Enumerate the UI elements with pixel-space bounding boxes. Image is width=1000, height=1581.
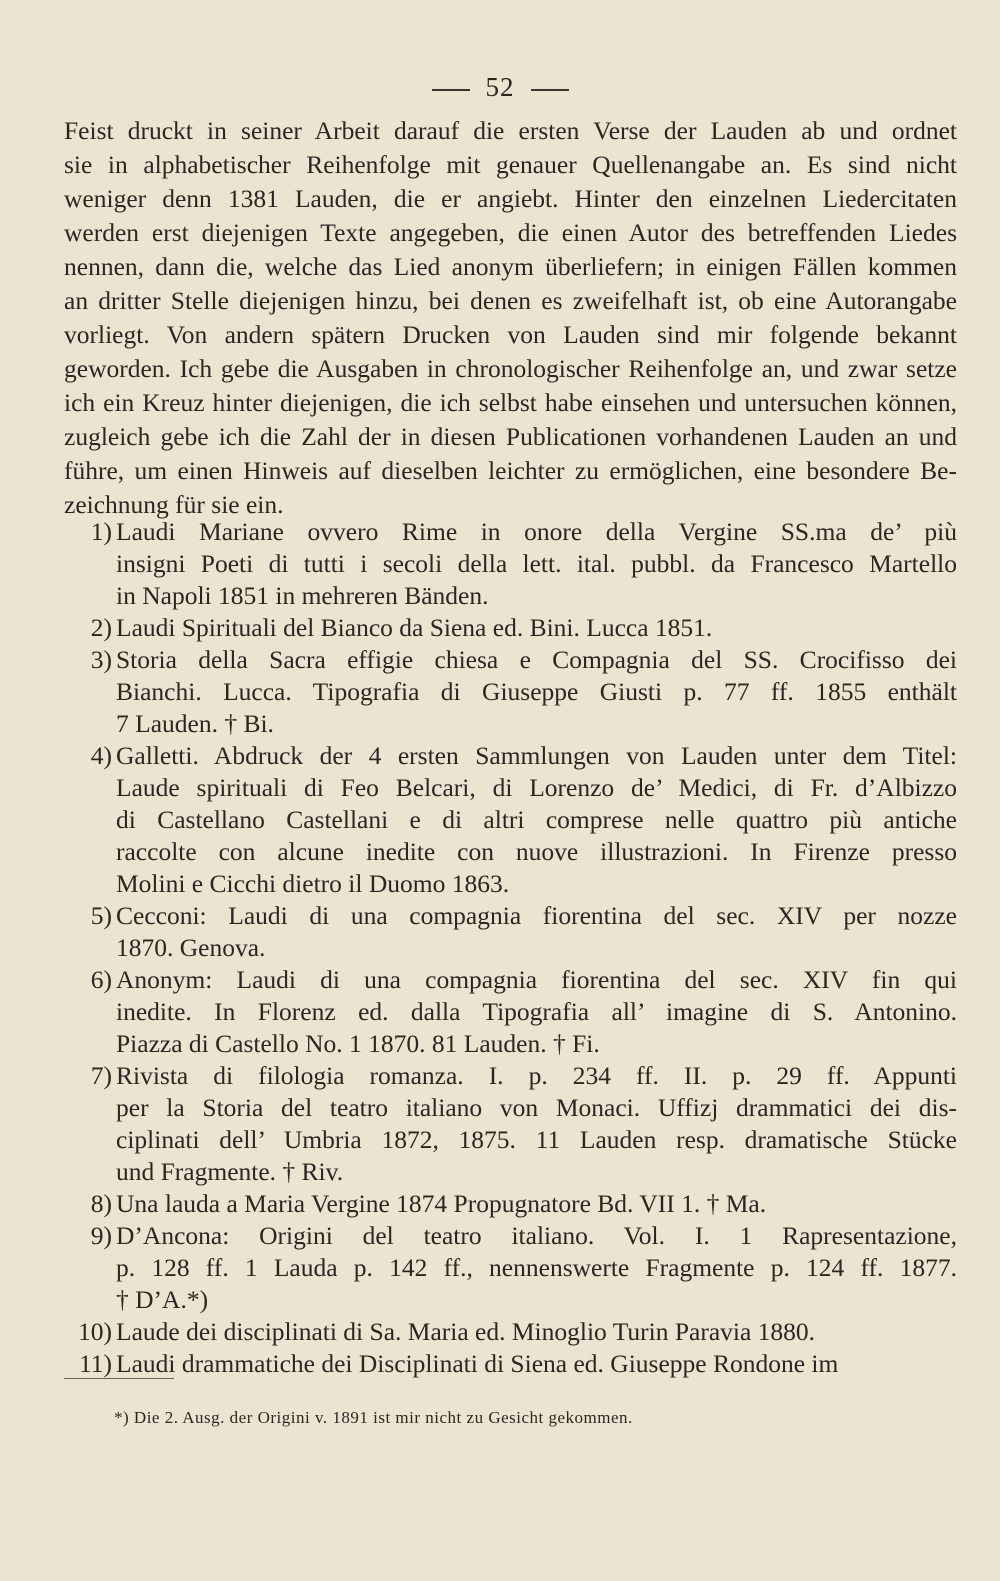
list-item-number: 6) (90, 965, 112, 994)
list-item-line: Laude dei disciplinati di Sa. Maria ed. Minoglio Turin Paravia 1880. (116, 1317, 816, 1346)
paragraph-line: nennen, dann die, welche das Lied anonym überliefern; in einigen Fällen kommen (64, 252, 957, 281)
list-item-number: 8) (90, 1189, 112, 1218)
list-item-number: 3) (90, 645, 112, 674)
paragraph-line: werden erst diejenigen Texte angegeben, die einen Autor des betreffenden Liedes (64, 218, 957, 247)
list-item-line: Laude spirituali di Feo Belcari, di Lorenzo de’ Medici, di Fr. d’Albizzo (116, 773, 957, 802)
list-item-number: 7) (90, 1061, 112, 1090)
body-paragraph (64, 114, 957, 522)
page-number: 52 (485, 72, 515, 102)
list-item (64, 900, 957, 964)
paragraph-line: vorliegt. Von andern spätern Drucken von Lauden sind mir folgende bekannt (64, 320, 957, 349)
paragraph-line: ich ein Kreuz hinter diejenigen, die ich selbst habe einsehen und untersuchen können, (64, 388, 957, 417)
list-item-line: Laudi Spirituali del Bianco da Siena ed. Bini. Lucca 1851. (116, 613, 713, 642)
paragraph-line: führe, um einen Hinweis auf dieselben leichter zu ermöglichen, eine besondere Be- (64, 456, 957, 485)
paragraph-line: zeichnung für sie ein. (64, 490, 284, 519)
list-item-line: Una lauda a Maria Vergine 1874 Propugnatore Bd. VII 1. † Ma. (116, 1189, 767, 1218)
list-item-number: 2) (90, 613, 112, 642)
list-item-line: Rivista di filologia romanza. I. p. 234 ff. II. p. 29 ff. Appunti (116, 1061, 957, 1090)
header-dash-left (432, 89, 470, 91)
paragraph-line: sie in alphabetischer Reihenfolge mit genauer Quellenangabe an. Es sind nicht (64, 150, 957, 179)
edition-list (64, 516, 957, 1380)
list-item-line: Anonym: Laudi di una compagnia fiorentina del sec. XIV fin qui (116, 965, 957, 994)
list-item (64, 1220, 957, 1316)
list-item-number: 1) (90, 517, 112, 546)
list-item-line: Bianchi. Lucca. Tipografia di Giuseppe Giusti p. 77 ff. 1855 enthält (116, 677, 957, 706)
list-item-line: di Castellano Castellani e di altri comprese nelle quattro più antiche (116, 805, 957, 834)
paragraph-line: weniger denn 1381 Lauden, die er angiebt. Hinter den einzelnen Liedercitaten (64, 184, 957, 213)
list-item-number: 5) (90, 901, 112, 930)
list-item-line: und Fragmente. † Riv. (116, 1157, 344, 1186)
list-item-line: Laudi drammatiche dei Disciplinati di Siena ed. Giuseppe Rondone im (116, 1349, 839, 1378)
list-item-line: ciplinati dell’ Umbria 1872, 1875. 11 Lauden resp. dramatische Stücke (116, 1125, 957, 1154)
list-item-line: Piazza di Castello No. 1 1870. 81 Lauden. † Fi. (116, 1029, 600, 1058)
list-item-line: 7 Lauden. † Bi. (116, 709, 274, 738)
list-item-line: D’Ancona: Origini del teatro italiano. Vol. I. 1 Rapresentazione, (116, 1221, 957, 1250)
list-item (64, 644, 957, 740)
paragraph-line: an dritter Stelle diejenigen hinzu, bei denen es zweifelhaft ist, ob eine Autorangabe (64, 286, 957, 315)
paragraph-line: geworden. Ich gebe die Ausgaben in chronologischer Reihenfolge an, und zwar setze (64, 354, 957, 383)
page-number-header (0, 72, 1000, 103)
list-item-number: 9) (90, 1221, 112, 1250)
list-item-number: 10) (78, 1317, 112, 1346)
list-item-line: Laudi Mariane ovvero Rime in onore della Vergine SS.ma de’ più (116, 517, 957, 546)
list-item-line: Cecconi: Laudi di una compagnia fiorentina del sec. XIV per nozze (116, 901, 957, 930)
list-item (64, 740, 957, 900)
list-item-line: Molini e Cicchi dietro il Duomo 1863. (116, 869, 510, 898)
list-item-line: Storia della Sacra effigie chiesa e Compagnia del SS. Crocifisso dei (116, 645, 957, 674)
list-item (64, 1188, 957, 1220)
list-item-line: per la Storia del teatro italiano von Monaci. Uffizj drammatici dei dis- (116, 1093, 957, 1122)
list-item (64, 516, 957, 612)
list-item-number: 4) (90, 741, 112, 770)
list-item (64, 612, 957, 644)
list-item-line: in Napoli 1851 in mehreren Bänden. (116, 581, 489, 610)
footnote-rule (64, 1378, 174, 1379)
list-item (64, 1060, 957, 1188)
list-item-line: inedite. In Florenz ed. dalla Tipografia all’ imagine di S. Antonino. (116, 997, 957, 1026)
list-item-line: insigni Poeti di tutti i secoli della lett. ital. pubbl. da Francesco Martello (116, 549, 957, 578)
header-dash-right (531, 89, 569, 91)
paragraph-line: Feist druckt in seiner Arbeit darauf die ersten Verse der Lauden ab und ordnet (64, 116, 957, 145)
paragraph-line: zugleich gebe ich die Zahl der in diesen Publicationen vorhandenen Lauden an und (64, 422, 957, 451)
list-item-number: 11) (78, 1349, 112, 1378)
list-item-line: raccolte con alcune inedite con nuove illustrazioni. In Firenze presso (116, 837, 957, 866)
footnote: *) Die 2. Ausg. der Origini v. 1891 ist mir nicht zu Gesicht gekommen. (114, 1408, 633, 1427)
list-item-line: Galletti. Abdruck der 4 ersten Sammlungen von Lauden unter dem Titel: (116, 741, 957, 770)
list-item-line: † D’A.*) (116, 1285, 209, 1314)
list-item-line: 1870. Genova. (116, 933, 266, 962)
list-item (64, 1348, 957, 1380)
list-item (64, 964, 957, 1060)
list-item (64, 1316, 957, 1348)
list-item-line: p. 128 ff. 1 Lauda p. 142 ff., nennenswerte Fragmente p. 124 ff. 1877. (116, 1253, 957, 1282)
